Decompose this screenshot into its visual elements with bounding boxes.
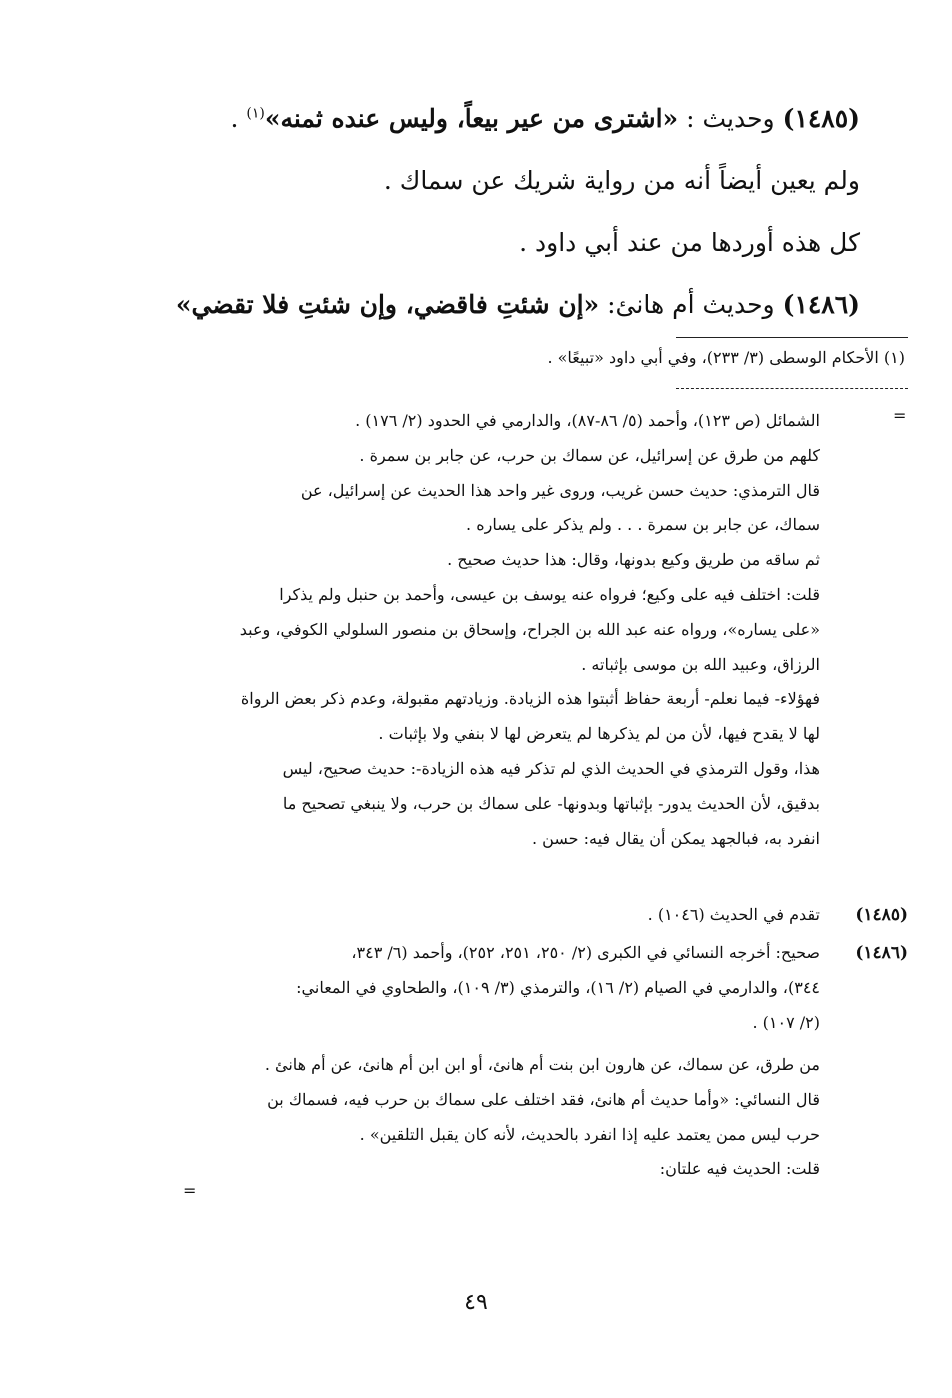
footnote: (١) الأحكام الوسطى (٣/ ٢٣٣)، وفي أبي داود «تبيعًا» . [547, 348, 905, 367]
hadith-number: (١٤٨٥) [782, 104, 860, 133]
commentary-line: لها لا يقدح فيها، لأن من لم يذكرها لم يتعرض لها لا بنفي ولا بإثبات . [378, 724, 820, 744]
entry-line: ٣٤٤)، والدارمي في الصيام (٢/ ١٦)، والترمذي (٣/ ١٠٩)، والطحاوي في المعاني: [296, 977, 820, 997]
commentary-line: ثم ساقه من طريق وكيع بدونها، وقال: هذا حديث صحيح . [447, 550, 820, 570]
main-line: ولم يعين أيضاً أنه من رواية شريك عن سماك . [383, 166, 860, 195]
commentary-line: فهؤلاء- فيما نعلم- أربعة حفاظ أثبتوا هذه الزيادة. وزيادتهم مقبولة، وعدم ذكر بعض الرواة [240, 689, 820, 709]
commentary-line: حرب ليس ممن يعتمد عليه إذا انفرد بالحديث، لأنه كان يقبل التلقين» . [359, 1124, 820, 1144]
commentary-separator [676, 388, 908, 389]
commentary-line: قال النسائي: «وأما حديث أم هانئ، فقد اختلف على سماك بن حرب فيه، فسماك بن [267, 1089, 820, 1109]
main-line: كل هذه أوردها من عند أبي داود . [519, 228, 860, 257]
commentary-line: الشمائل (ص ١٢٣)، وأحمد (٥/ ٨٦-٨٧)، والدارمي في الحدود (٢/ ١٧٦) . [355, 411, 820, 430]
commentary-line: بدقيق، لأن الحديث يدور- بإثباتها وبدونها- على سماك بن حرب، ولا ينبغي تصحيح ما [282, 793, 820, 813]
commentary-line: من طرق، عن سماك، عن هارون ابن بنت أم هانئ، أو ابن ابن أم هانئ، عن أم هانئ . [264, 1055, 820, 1074]
hadith-number: (١٤٨٦) [782, 290, 860, 319]
commentary-block [198, 404, 820, 856]
commentary-line: قلت: اختلف فيه على وكيع؛ فرواه عنه يوسف بن عيسى، وأحمد بن حنبل ولم يذكرا [279, 584, 820, 604]
commentary-line: قلت: الحديث فيه علتان: [659, 1159, 820, 1179]
hadith-1486-line: (١٤٨٦) وحديث أم هانئ: «إن شئتِ فاقضي، وإن شئتِ فلا تقضي» [175, 290, 860, 319]
entry-line: تقدم في الحديث (١٠٤٦) . [647, 905, 820, 924]
hadith-quote: «اشترى من عير بيعاً، وليس عنده ثمنه» [264, 104, 679, 133]
commentary-line: قال الترمذي: حديث حسن غريب، وروى غير واحد هذا الحديث عن إسرائيل، عن [300, 480, 820, 500]
entry-number: (١٤٨٥) [855, 905, 908, 925]
hadith-1485-line: (١٤٨٥) وحديث : «اشترى من عير بيعاً، وليس عنده ثمنه»$^{(١)}$ . [230, 104, 860, 133]
main-text [148, 88, 860, 336]
entry-line: صحيح: أخرجه النسائي في الكبرى (٢/ ٢٥٠، ٢٥١، ٢٥٢)، وأحمد (٦/ ٣٤٣، [351, 943, 820, 962]
commentary-block-2 [198, 1048, 820, 1187]
continuation-mark: = [893, 406, 907, 425]
commentary-line: انفرد به، فبالجهد يمكن أن يقال فيه: حسن . [532, 828, 820, 848]
commentary-line: هذا، وقول الترمذي في الحديث الذي لم تذكر فيه هذه الزيادة-: حديث صحيح، ليس [282, 758, 820, 778]
commentary-line: كلهم من طرق عن إسرائيل، عن سماك بن حرب، عن جابر بن سمرة . [359, 445, 820, 465]
continuation-mark: = [183, 1181, 197, 1200]
commentary-line: «على يساره»، ورواه عنه عبد الله بن الجراح، وإسحاق بن منصور السلولي الكوفي، وعبد [239, 619, 820, 639]
entry-1486 [198, 936, 908, 1041]
footnote-separator [676, 337, 908, 338]
commentary-line: سماك، عن جابر بن سمرة . . . ولم يذكر على يساره . [466, 515, 820, 535]
commentary-line: الرزاق، وعبيد الله بن موسى بإثباته . [581, 654, 820, 674]
hadith-quote: «إن شئتِ فاقضي، وإن شئتِ فلا تقضي» [175, 290, 600, 319]
entry-number: (١٤٨٦) [855, 943, 908, 963]
page-number: ٤٩ [464, 1290, 488, 1315]
entry-line: (٢/ ١٠٧) . [752, 1012, 820, 1032]
footnote-ref: (١) [246, 105, 265, 122]
entry-1485 [198, 898, 908, 933]
